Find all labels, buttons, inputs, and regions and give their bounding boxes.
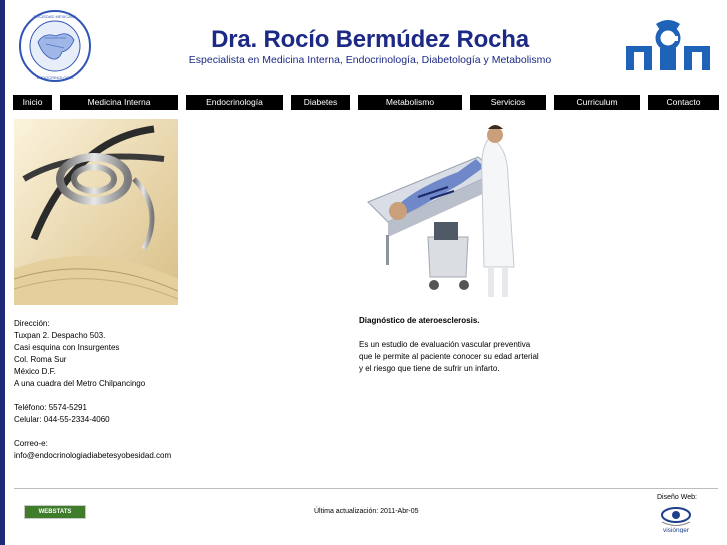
address-line: México D.F.: [14, 367, 56, 376]
phone-text: Teléfono: 5574-5291: [14, 403, 87, 412]
webstats-counter-badge[interactable]: WEBSTATS: [24, 505, 86, 519]
web-design-label: Diseño Web:: [657, 494, 697, 501]
email-label: Correo-e:: [14, 439, 48, 448]
society-seal-icon[interactable]: [18, 8, 92, 84]
nav-curriculum[interactable]: Curriculum: [554, 95, 640, 110]
page-title: Dra. Rocío Bermúdez Rocha: [211, 26, 529, 53]
footer-divider: [14, 488, 718, 489]
article-line: que le permite al paciente conocer su edad arterial: [359, 352, 539, 361]
nav-inicio[interactable]: Inicio: [13, 95, 52, 110]
address-label: Dirección:: [14, 319, 50, 328]
email-link[interactable]: info@endocrinologiadiabetesyobesidad.com: [14, 451, 172, 460]
svg-text:ENDOCRINOLOGIA: ENDOCRINOLOGIA: [36, 75, 74, 80]
address-line: Tuxpan 2. Despacho 503.: [14, 331, 106, 340]
nav-servicios[interactable]: Servicios: [470, 95, 546, 110]
nav-contacto[interactable]: Contacto: [648, 95, 719, 110]
article-line: Es un estudio de evaluación vascular preventiva: [359, 340, 531, 349]
nav-medicina-interna[interactable]: Medicina Interna: [60, 95, 178, 110]
mobile-text: Celular: 044-55-2334-4060: [14, 415, 110, 424]
nav-diabetes[interactable]: Diabetes: [291, 95, 350, 110]
stethoscope-image: [14, 119, 178, 305]
article-line: y el riesgo que tiene de sufrir un infarto.: [359, 364, 500, 373]
page-subtitle: Especialista en Medicina Interna, Endocrinología, Diabetología y Metabolismo: [188, 54, 552, 66]
last-updated-text: Última actualización: 2011-Abr-05: [314, 508, 419, 515]
svg-text:visiónger: visiónger: [662, 527, 690, 533]
address-line: A una cuadra del Metro Chilpancingo: [14, 379, 146, 388]
svg-text:SOCIEDAD MEXICANA: SOCIEDAD MEXICANA: [33, 14, 77, 19]
address-line: Col. Roma Sur: [14, 355, 67, 364]
cmim-logo-icon[interactable]: [624, 18, 712, 74]
visionger-logo-icon[interactable]: [658, 505, 698, 533]
nav-metabolismo[interactable]: Metabolismo: [358, 95, 462, 110]
address-line: Casi esquina con Insurgentes: [14, 343, 120, 352]
article-heading: Diagnóstico de ateroesclerosis.: [359, 316, 480, 325]
contact-info: [14, 318, 171, 462]
main-nav: [0, 95, 727, 110]
left-accent-bar: [0, 0, 5, 545]
article-block: [359, 315, 539, 375]
vascular-exam-image: [358, 117, 526, 307]
nav-endocrinologia[interactable]: Endocrinología: [186, 95, 283, 110]
